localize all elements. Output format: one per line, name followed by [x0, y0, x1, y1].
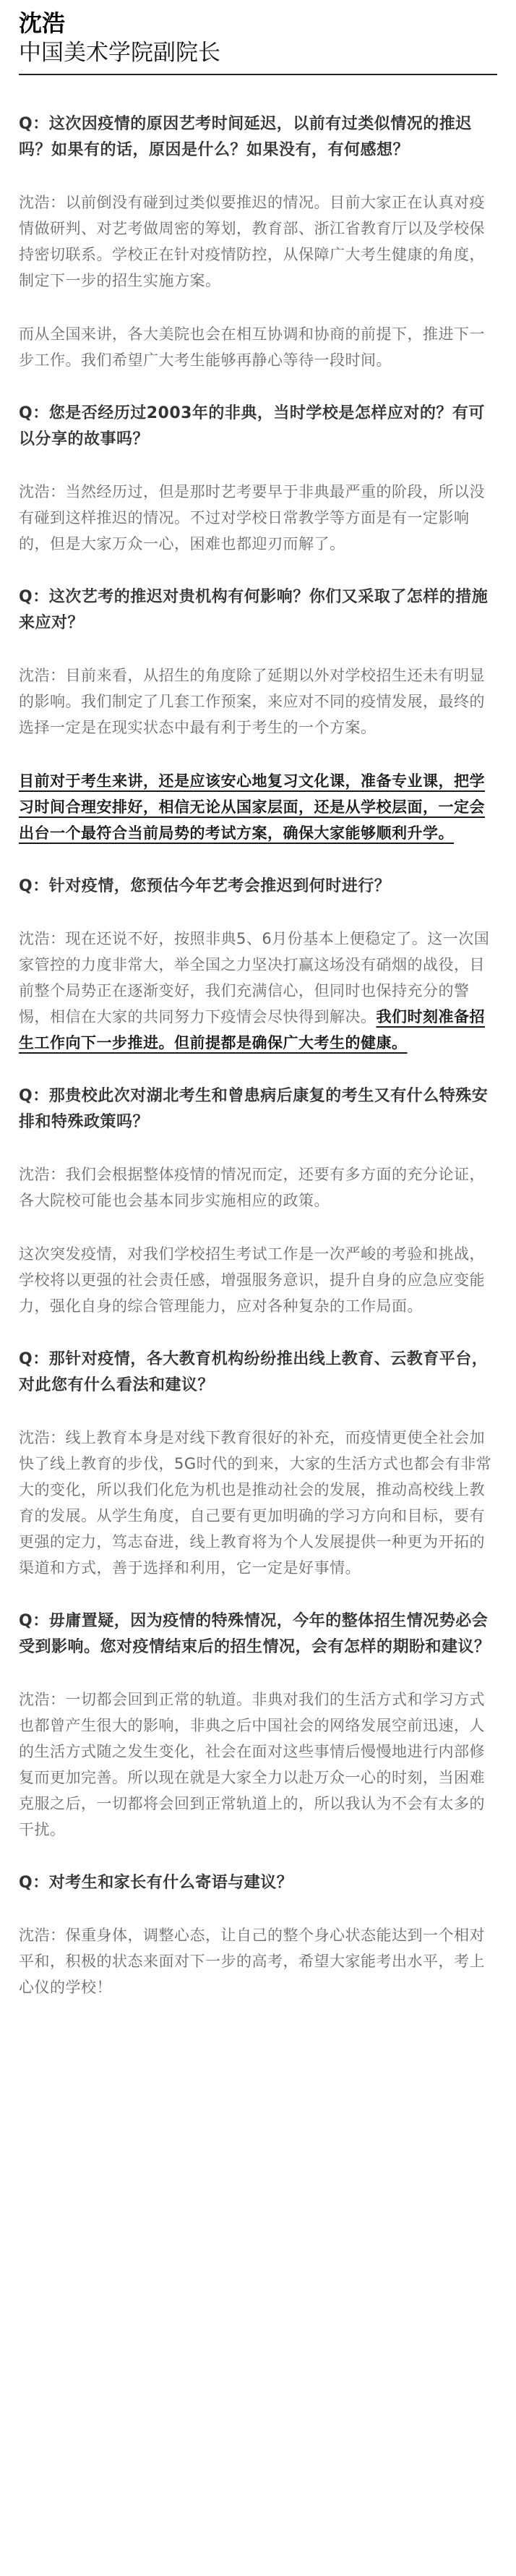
answer-3-paragraph-1: 沈浩：目前来看，从招生的角度除了延期以外对学校招生还未有明显的影响。我们制定了几套工作预案，来应对不同的疫情发展，最终的选择一定是在现实状态中最有利于考生的一个方案。 [19, 667, 485, 736]
header-divider [19, 74, 497, 75]
question-4: Q：针对疫情，您预估今年艺考会推迟到何时进行？ [19, 877, 391, 895]
answer-7-paragraph-1: 沈浩：一切都会回到正常的轨道。非典对我们的生活方式和学习方式也都曾产生很大的影响，非典之后中国社会的网络发展空前迅速，人的生活方式随之发生变化，社会在面对这些事情后慢慢地进行内部修复而更加完善。所以现在就是大家全力以赴万众一心的时刻，当困难克服之后，一切都将会回到正常轨道上的，所以我认为不会有太多的干扰。 [19, 1691, 485, 1838]
question-3: Q：这次艺考的推迟对贵机构有何影响？你们又采取了怎样的措施来应对？ [19, 588, 489, 632]
answer-4-paragraph-1 [19, 926, 497, 1056]
answer-4-highlight: 我们时刻准备招生工作向下一步推进。但前提都是确保广大考生的健康。 [19, 1008, 485, 1052]
interviewee-name: 沈浩 [19, 9, 66, 37]
question-6: Q：那针对疫情，各大教育机构纷纷推出线上教育、云教育平台，对此您有什么看法和建议？ [19, 1350, 489, 1394]
interviewee-title: 中国美术学院副院长 [19, 40, 220, 66]
question-7: Q：毋庸置疑，因为疫情的特殊情况，今年的整体招生情况势必会受到影响。您对疫情结束后的招生情况，会有怎样的期盼和建议？ [19, 1612, 491, 1656]
answer-5-paragraph-2: 这次突发疫情，对我们学校招生考试工作是一次严峻的考验和挑战，学校将以更强的社会责任感，增强服务意识，提升自身的应急应变能力，强化自身的综合管理能力，应对各种复杂的工作局面。 [19, 1245, 485, 1315]
question-5: Q：那贵校此次对湖北考生和曾患病后康复的考生又有什么特殊安排和特殊政策吗？ [19, 1087, 489, 1131]
answer-5-paragraph-1: 沈浩：我们会根据整体疫情的情况而定，还要有多方面的充分论证，各大院校可能也会基本同步实施相应的政策。 [19, 1166, 485, 1209]
question-8: Q：对考生和家长有什么寄语与建议？ [19, 1874, 293, 1892]
question-2: Q：您是否经历过2003年的非典，当时学校是怎样应对的？有可以分享的故事吗？ [19, 404, 485, 448]
interview-content [19, 111, 497, 2000]
answer-4-text: 沈浩：现在还说不好，按照非典5、6月份基本上便稳定了。这一次国家管控的力度非常大，举全国之力坚决打赢这场没有硝烟的战役，目前整个局势正在逐渐变好，我们充满信心，但同时也保持充分的警惕，相信在大家的共同努力下疫情会尽快得到解决。 [19, 930, 490, 1025]
answer-2-paragraph-1: 沈浩：当然经历过，但是那时艺考要早于非典最严重的阶段，所以没有碰到这样推迟的情况。不过对学校日常教学等方面是有一定影响的，但是大家万众一心，困难也都迎刃而解了。 [19, 483, 485, 553]
answer-1-paragraph-2: 而从全国来讲，各大美院也会在相互协调和协商的前提下，推进下一步工作。我们希望广大考生能够再静心等待一段时间。 [19, 325, 485, 369]
answer-6-paragraph-1: 沈浩：线上教育本身是对线下教育很好的补充，而疫情更使全社会加快了线上教育的步伐，5G时代的到来，大家的生活方式也都会有非常大的变化，所以我们化危为机也是推动社会的发展，推动高校线上教育的发展。从学生角度，自己要有更加明确的学习方向和目标，要有更强的定力，笃志奋进，线上教育将为个人发展提供一种更为开拓的渠道和方式，善于选择和利用，它一定是好事情。 [19, 1429, 492, 1577]
answer-1-paragraph-1: 沈浩：以前倒没有碰到过类似要推迟的情况。目前大家正在认真对疫情做研判、对艺考做周密的筹划，教育部、浙江省教育厅以及学校保持密切联系。学校正在针对疫情防控，从保障广大考生健康的角度，制定下一步的招生实施方案。 [19, 194, 485, 289]
answer-3-highlight: 目前对于考生来讲，还是应该安心地复习文化课，准备专业课，把学习时间合理安排好，相信无论从国家层面，还是从学校层面，一定会出台一个最符合当前局势的考试方案，确保大家能够顺利升学。 [19, 772, 485, 842]
question-1: Q：这次因疫情的原因艺考时间延迟，以前有过类似情况的推迟吗？如果有的话，原因是什么？如果没有，有何感想？ [19, 115, 472, 159]
answer-8-paragraph-1: 沈浩：保重身体，调整心态，让自己的整个身心状态能达到一个相对平和，积极的状态来面对下一步的高考，希望大家能考出水平，考上心仪的学校！ [19, 1927, 485, 1996]
